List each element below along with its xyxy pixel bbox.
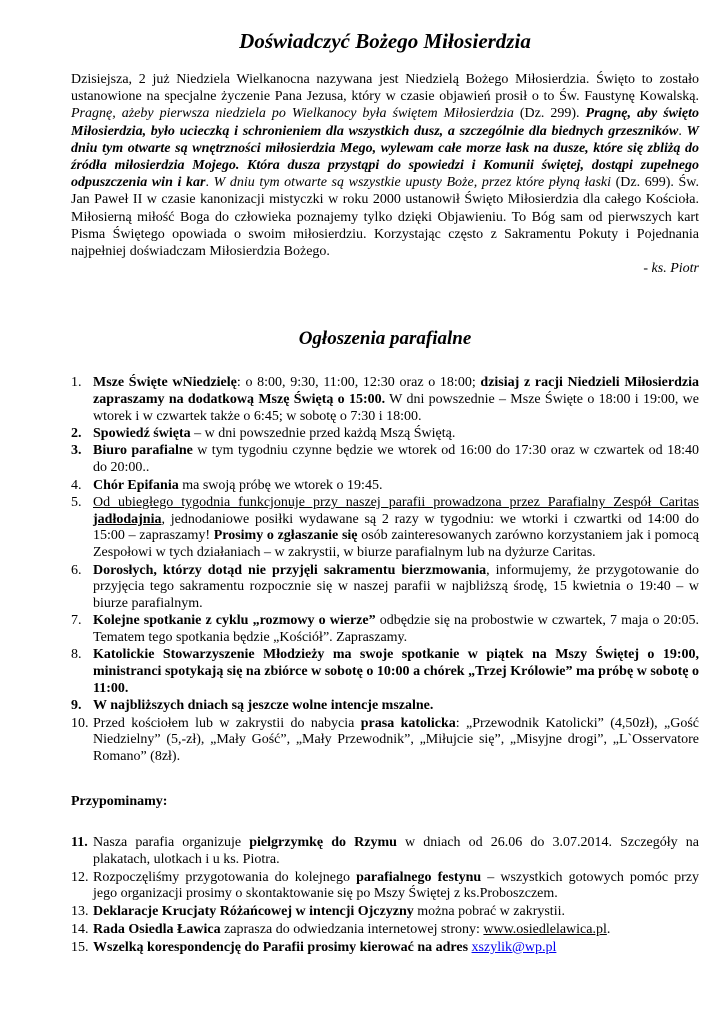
list-item <box>71 478 699 495</box>
item-text: w dniach od 26.06 do 3.07.2014. Szczegóły na plakatach, ulotkach i u ks. Piotra. <box>93 835 699 867</box>
item-number: 10. <box>71 715 89 731</box>
item-text: Przed kościołem lub w zakrystii do nabycia <box>93 715 361 731</box>
item-number: 12. <box>71 869 89 885</box>
item-text: osób zainteresowanych zarówno korzystaniem jak i pomocą Zespołowi w tych działaniach – w zakrystii, w biurze parafialnym lub na dyżurze Caritas. <box>93 528 699 561</box>
item-text: – wszystkich gotowych pomóc przy jego organizacji prosimy o skontaktowanie się po Mszy Świętej z ks.Proboszczem. <box>93 869 699 902</box>
item-text: : o 8:00, 9:30, 11:00, 12:30 oraz o 18:00; <box>236 375 481 391</box>
email-link[interactable]: xszylik@wp.pl <box>471 939 557 955</box>
item-number: 9. <box>71 698 82 714</box>
item-text: : „Przewodnik Katolicki” (4,50zł), „Gość Niedzielny” (5,-zł), „Mały Gość”, „Mały Przewodnik”, „Miłujcie się”, „Misyjne drogi”, „L`Osservatore Romano” (8zł). <box>93 715 699 765</box>
item-bold: Deklaracje Krucjaty Różańcowej w intencji Ojczyzny <box>93 904 414 920</box>
item-bold: Dorosłych, którzy dotąd nie przyjęli sakramentu bierzmowania <box>93 562 487 578</box>
item-bold: Chór Epifania <box>93 477 179 493</box>
list-item <box>71 716 699 766</box>
item-text: w tym tygodniu czynne będzie we wtorek od 16:00 do 17:30 oraz w czwartek od 18:40 do 20:00.. <box>93 443 699 476</box>
list-item <box>71 940 699 957</box>
intro-text-2: (Dz. 299). <box>513 106 586 122</box>
item-bold: W najbliższych dniach są jeszcze wolne intencje mszalne. <box>93 698 434 714</box>
item-text: W dni powszednie – Msze Święte o 18:00 i 19:00, we wtorek i w czwartek także o 6:45; w sobotę o 7:30 i 18:00. <box>93 392 699 424</box>
list-item <box>71 922 699 939</box>
intro-quote-3: W dniu tym otwarte są wnętrzności miłosierdzia Mego, wylewam całe morze łask na dusze, które się zbliżą do źródła miłosierdzia Mojego. Która dusza przystąpi do spowiedzi i Komunii świętej, dostąpi zupełnego odpuszczenia win i kar <box>71 123 699 191</box>
list-item <box>71 426 699 443</box>
item-text: Rozpoczęliśmy przygotowania do kolejnego <box>93 869 357 885</box>
item-bold-underlined: jadłodajnia <box>93 511 162 527</box>
item-text: zaprasza do odwiedzania internetowej strony: <box>220 922 484 938</box>
reminders-list <box>71 835 699 957</box>
list-item <box>71 375 699 425</box>
item-bold: Rada Osiedla Ławica <box>93 922 221 938</box>
intro-quote-1: Pragnę, ażeby pierwsza niedziela po Wielkanocy była świętem Miłosierdzia <box>71 106 514 122</box>
item-bold: Prosimy o zgłaszanie się <box>213 528 358 544</box>
intro-quote-2: Pragnę, aby święto Miłosierdzia, było ucieczką i schronieniem dla wszystkich dusz, a szczególnie dla biednych grzeszników <box>71 106 699 139</box>
item-text: . <box>606 922 611 938</box>
page-title: Doświadczyć Bożego Miłosierdzia <box>239 29 531 53</box>
item-underlined: Od ubiegłego tygodnia funkcjonuje przy naszej parafii prowadzona przez Parafialny Zespół Caritas <box>93 494 699 510</box>
intro-text-4: . <box>205 175 214 191</box>
item-text: odbędzie się na probostwie w czwartek, 7 maja o 20:05. Tematem tego spotkania będzie „Kościół”. Zapraszamy. <box>93 613 699 646</box>
item-number: 1. <box>71 375 82 391</box>
item-text: , jednodaniowe posiłki wydawane są 2 razy w tygodniu: we wtorki i czwartki od 14:00 do 15:00 – zapraszamy! <box>93 511 699 544</box>
item-bold: Wszelką korespondencję do Parafii prosimy kierować na adres <box>93 939 469 955</box>
list-item <box>71 495 699 562</box>
item-number: 14. <box>71 922 89 938</box>
item-number: 11. <box>71 835 88 851</box>
item-bold: parafialnego festynu <box>356 869 482 885</box>
item-bold: dzisiaj z racji Niedzieli Miłosierdzia zapraszamy na dodatkową Mszę Świętą o 15:00. <box>93 375 699 408</box>
item-text: można pobrać w zakrystii. <box>413 904 565 920</box>
announcements-list <box>71 375 699 766</box>
list-item <box>71 647 699 697</box>
list-item <box>71 613 699 647</box>
item-number: 13. <box>71 904 89 920</box>
intro-text-1: Dzisiejsza, 2 już Niedziela Wielkanocna nazywana jest Niedzielą Bożego Miłosierdzia. Święto to zostało ustanowione na specjalne życzenie Pana Jezusa, który w czasie objawień prosił o to Św. Faustynę Kowalską. <box>71 72 699 105</box>
item-number: 3. <box>71 443 82 459</box>
item-bold: Katolickie Stowarzyszenie Młodzieży ma swoje spotkanie w piątek na Mszy Świętej o 19:00, ministranci spotykają się na zbiórce w sobotę o 10:00 a chórek „Trzej Królowie” ma próbę w sobotę o 11:00. <box>93 647 699 697</box>
list-item <box>71 870 699 904</box>
item-number: 5. <box>71 494 82 510</box>
list-item <box>71 443 699 477</box>
website-link[interactable]: www.osiedlelawica.pl <box>483 922 607 938</box>
announcements-title: Ogłoszenia parafialne <box>298 328 472 350</box>
item-text: – w dni powszednie przed każdą Mszą Świętą. <box>190 426 456 442</box>
list-item <box>71 563 699 613</box>
item-bold: prasa katolicka <box>360 715 456 731</box>
signature: - ks. Piotr <box>643 261 699 277</box>
item-number: 6. <box>71 562 82 578</box>
reminders-title: Przypominamy: <box>71 794 168 810</box>
list-item <box>71 698 699 715</box>
item-number: 7. <box>71 613 82 629</box>
item-bold: Biuro parafialne <box>93 443 193 459</box>
item-bold: Msze Święte wNiedzielę <box>93 375 237 391</box>
item-number: 2. <box>71 426 82 442</box>
list-item <box>71 904 699 921</box>
intro-paragraph <box>71 71 699 260</box>
item-number: 8. <box>71 647 82 663</box>
item-bold: pielgrzymkę do Rzymu <box>249 835 397 851</box>
intro-text-5: (Dz. 699). Św. Jan Paweł II w czasie kanonizacji mistyczki w roku 2000 ustanowił Święto Miłosierdzia dla całego Kościoła. Miłosierną miłość Boga do człowieka poznajemy tylko dzięki Objawieniu. To Bóg sam od pierwszych kart Pisma Świętego opowiada o swoim miłosierdziu. Korzystając często z Sakramentu Pokuty i Pojednania najpełniej doświadczam Miłosierdzia Bożego. <box>71 175 700 260</box>
list-item <box>71 835 699 869</box>
item-text: ma swoją próbę we wtorek o 19:45. <box>178 477 383 493</box>
intro-quote-4: W dniu tym otwarte są wszystkie upusty Boże, przez które płyną łaski <box>213 175 612 191</box>
item-number: 4. <box>71 477 82 493</box>
item-number: 15. <box>71 939 89 955</box>
item-bold: Spowiedź święta <box>93 426 191 442</box>
item-bold: Kolejne spotkanie z cyklu „rozmowy o wierze” <box>93 613 376 629</box>
item-text: Nasza parafia organizuje <box>93 835 250 851</box>
item-text: , informujemy, że przygotowanie do przyjęcia tego sakramentu rozpocznie się w naszej parafii w najbliższą środę, 15 kwietnia o 19:40 – w biurze parafialnym. <box>93 562 699 612</box>
intro-text-3: . <box>678 123 687 139</box>
